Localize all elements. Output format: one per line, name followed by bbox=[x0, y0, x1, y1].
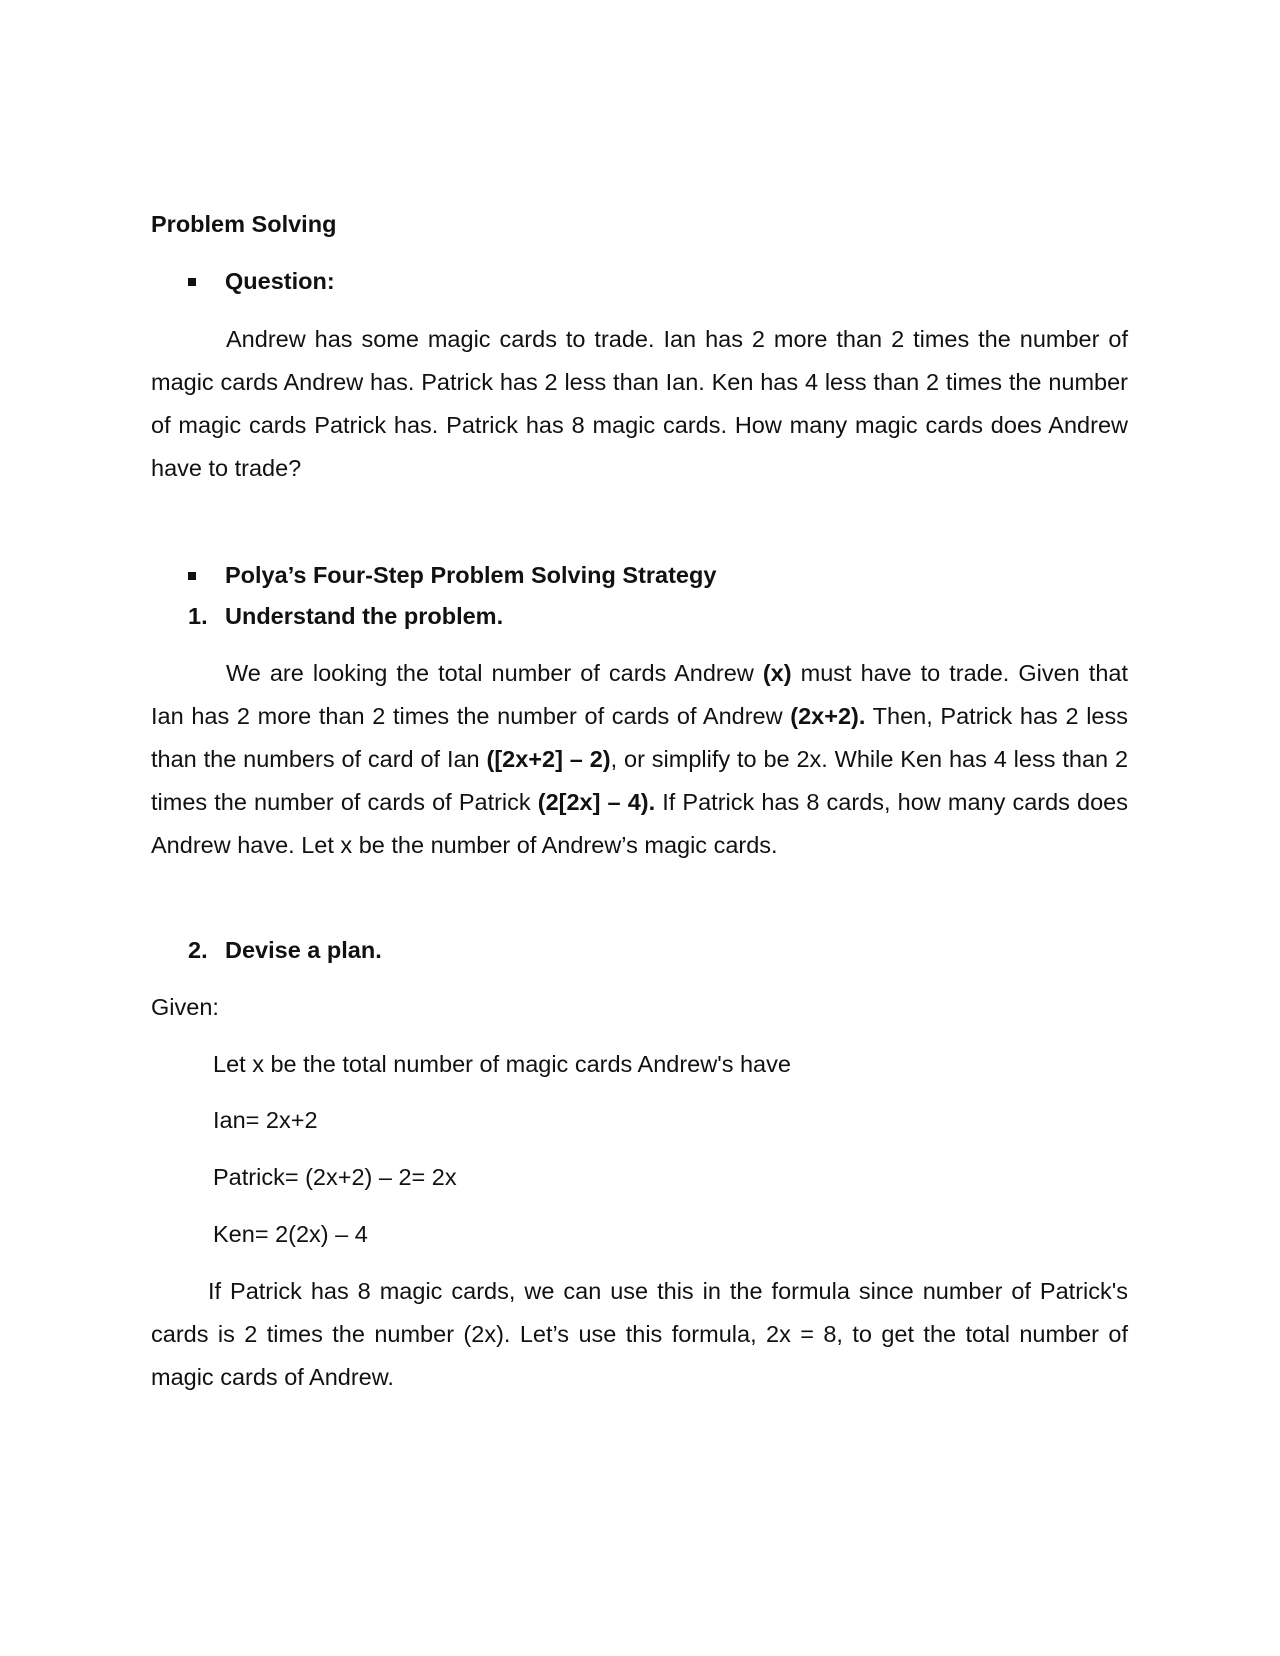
given-label: Given: bbox=[151, 994, 219, 1020]
strategy-label: Polya’s Four-Step Problem Solving Strategy bbox=[225, 562, 717, 588]
step1-text-1: We are looking the total number of cards Andrew bbox=[226, 660, 763, 686]
square-bullet-icon bbox=[188, 572, 196, 580]
step1-text-4: , or simplify to be 2x. While Ken has 4 less than 2 times the number of cards of Patrick bbox=[151, 746, 1129, 815]
step1-number: 1. bbox=[188, 603, 208, 629]
given-line: Ian= 2x+2 bbox=[213, 1107, 318, 1133]
step2-number: 2. bbox=[188, 937, 208, 963]
question-label: Question: bbox=[225, 268, 335, 294]
step1-heading bbox=[188, 595, 503, 638]
page-title: Problem Solving bbox=[151, 211, 337, 237]
strategy-bullet bbox=[188, 554, 716, 597]
step2-heading bbox=[188, 929, 382, 972]
step1-bold-3: ([2x+2] – 2) bbox=[486, 746, 611, 772]
step1-text-2: must have to trade. Given that Ian has 2 more than 2 times the number of cards of Andrew bbox=[151, 660, 1128, 729]
step1-bold-1: (x) bbox=[762, 660, 792, 686]
step1-text-3: Then, Patrick has 2 less than the numbers of card of Ian bbox=[151, 703, 1128, 772]
step1-text-5: If Patrick has 8 cards, how many cards does Andrew have. Let x be the number of Andrew’s magic cards. bbox=[151, 789, 1128, 858]
step1-title: Understand the problem. bbox=[225, 603, 504, 629]
question-text: Andrew has some magic cards to trade. Ian has 2 more than 2 times the number of magic cards Andrew has. Patrick has 2 less than Ian. Ken has 4 less than 2 times the number of magic cards Patrick has. Patrick has 8 magic cards. How many magic cards does Andrew have to trade? bbox=[151, 326, 1128, 481]
step2-title: Devise a plan. bbox=[225, 937, 382, 963]
step1-bold-2: (2x+2). bbox=[790, 703, 866, 729]
given-line: Patrick= (2x+2) – 2= 2x bbox=[213, 1164, 457, 1190]
step2-closing-paragraph: If Patrick has 8 magic cards, we can use this in the formula since number of Patrick's cards is 2 times the number (2x). Let’s use this formula, 2x = 8, to get the total number of magic cards of Andrew. bbox=[151, 1278, 1128, 1390]
square-bullet-icon bbox=[188, 278, 196, 286]
step1-bold-4: (2[2x] – 4). bbox=[537, 789, 656, 815]
given-line: Let x be the total number of magic cards Andrew's have bbox=[213, 1051, 791, 1077]
given-line: Ken= 2(2x) – 4 bbox=[213, 1221, 368, 1247]
step1-paragraph bbox=[151, 652, 1128, 867]
question-bullet bbox=[188, 260, 335, 303]
